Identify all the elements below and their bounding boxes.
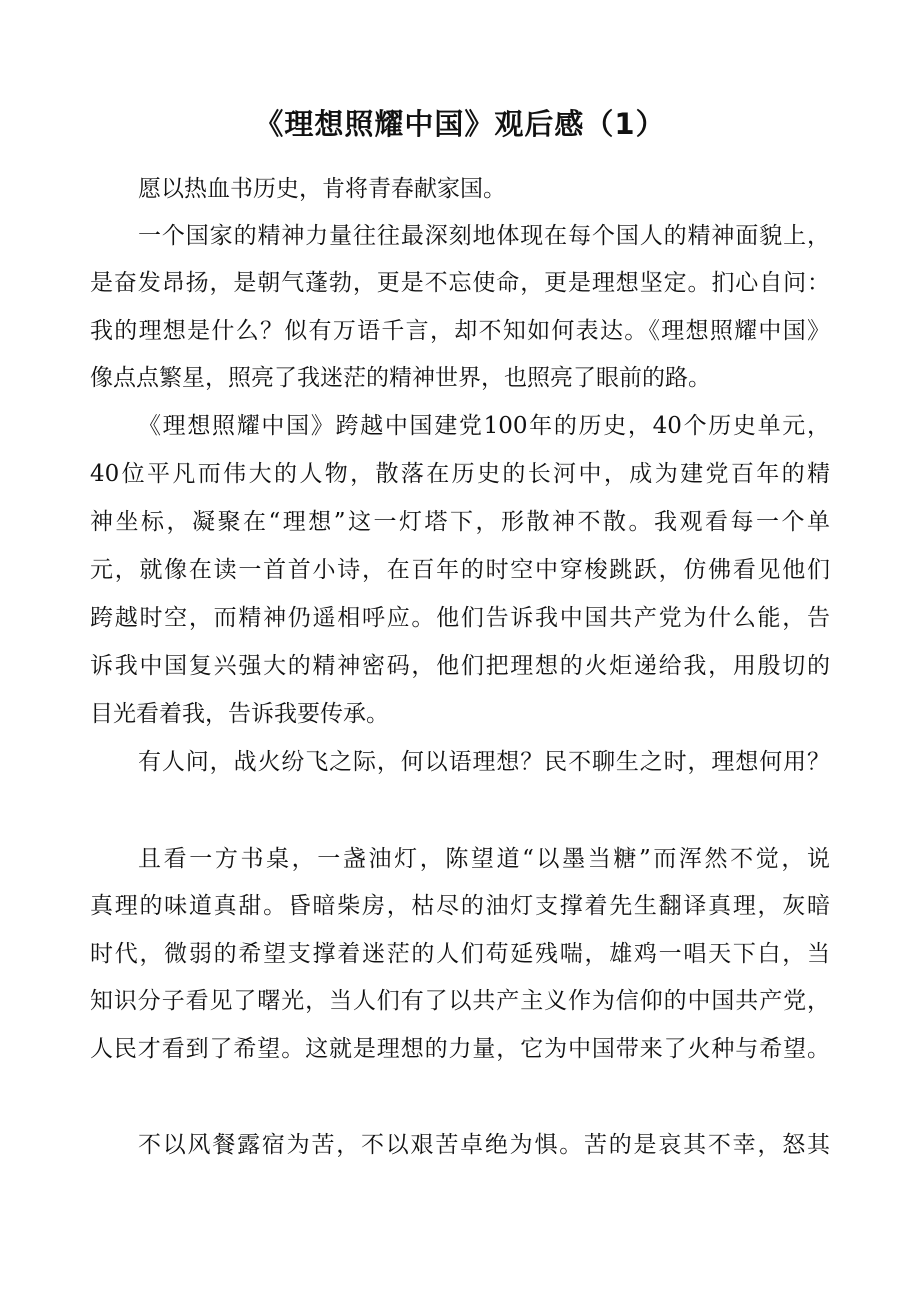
paragraph-3-line-3: 神坐标，凝聚在“理想”这一灯塔下，形散神不散。我观看每一个单 xyxy=(90,509,830,535)
paragraph-1-line-1: 愿以热血书历史，肯将青春献家国。 xyxy=(138,176,506,202)
paragraph-5-line-4: 知识分子看见了曙光，当人们有了以共产主义作为信仰的中国共产党， xyxy=(90,988,830,1014)
paragraph-2-line-2: 是奋发昂扬，是朝气蓬勃，更是不忘使命，更是理想坚定。扪心自问： xyxy=(90,270,830,296)
paragraph-6-line-1: 不以风餐露宿为苦，不以艰苦卓绝为惧。苦的是哀其不幸，怒其 xyxy=(138,1132,830,1158)
paragraph-3-line-7: 目光看着我，告诉我要传承。 xyxy=(90,701,389,727)
paragraph-3-line-4: 元，就像在读一首首小诗，在百年的时空中穿梭跳跃，仿佛看见他们 xyxy=(90,557,830,583)
paragraph-3-line-1: 《理想照耀中国》跨越中国建党100年的历史，40个历史单元， xyxy=(138,413,830,439)
paragraph-2-line-4: 像点点繁星，照亮了我迷茫的精神世界，也照亮了眼前的路。 xyxy=(90,365,711,391)
paragraph-3-line-6: 诉我中国复兴强大的精神密码，他们把理想的火炬递给我，用殷切的 xyxy=(90,653,830,679)
paragraph-4-line-1: 有人问，战火纷飞之际，何以语理想？民不聊生之时，理想何用？ xyxy=(138,749,830,775)
paragraph-2-line-3: 我的理想是什么？似有万语千言，却不知如何表达。《理想照耀中国》 xyxy=(90,318,830,344)
paragraph-5-line-2: 真理的味道真甜。昏暗柴房，枯尽的油灯支撑着先生翻译真理，灰暗 xyxy=(90,893,830,919)
document-title: 《理想照耀中国》观后感（1） xyxy=(254,107,666,141)
paragraph-5-line-1: 且看一方书桌，一盏油灯，陈望道“以墨当糖”而浑然不觉，说 xyxy=(138,846,830,872)
paragraph-3-line-2: 40位平凡而伟大的人物，散落在历史的长河中，成为建党百年的精 xyxy=(90,461,830,487)
paragraph-5-line-3: 时代，微弱的希望支撑着迷茫的人们苟延残喘，雄鸡一唱天下白，当 xyxy=(90,941,830,967)
paragraph-2-line-1: 一个国家的精神力量往往最深刻地体现在每个国人的精神面貌上， xyxy=(138,223,830,249)
paragraph-5-line-5: 人民才看到了希望。这就是理想的力量，它为中国带来了火种与希望。 xyxy=(90,1036,830,1062)
paragraph-3-line-5: 跨越时空，而精神仍遥相呼应。他们告诉我中国共产党为什么能，告 xyxy=(90,605,830,631)
